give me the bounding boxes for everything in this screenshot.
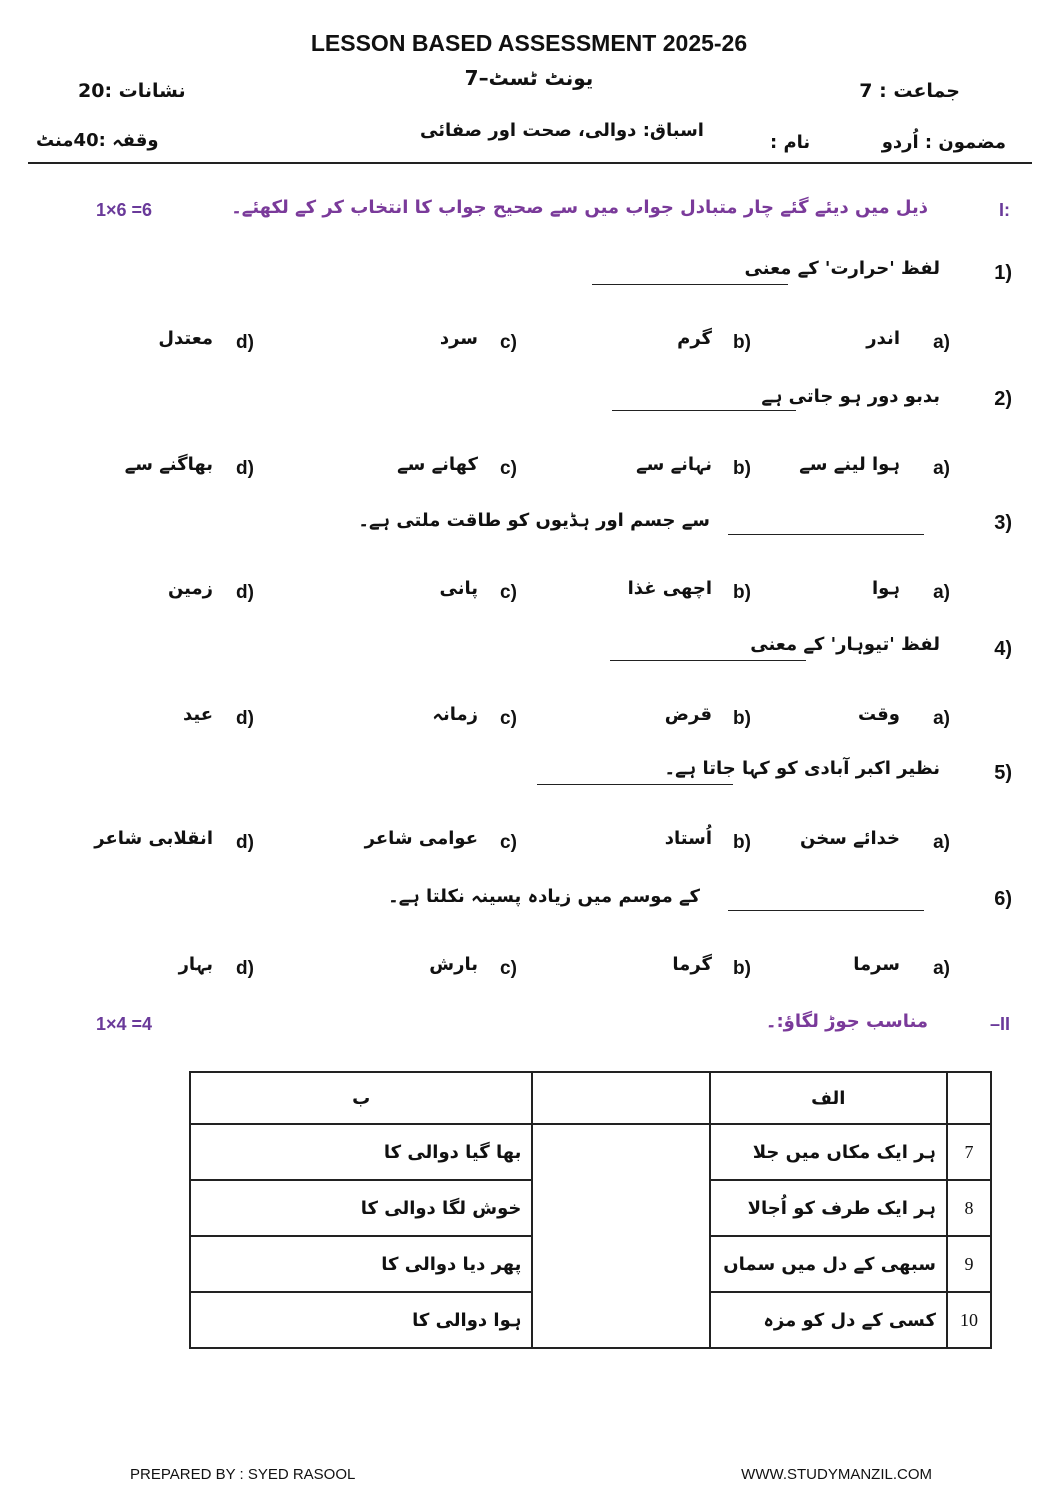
question-5-option-b-letter: b): [733, 832, 751, 853]
question-4-option-b: قرض: [664, 704, 712, 725]
question-1-option-c: سرد: [439, 328, 478, 349]
question-6-blank: [728, 910, 924, 911]
student-name-label: نام :: [770, 132, 811, 153]
question-3-option-b: اچھی غذا: [627, 578, 712, 599]
page-title: LESSON BASED ASSESSMENT 2025-26: [310, 30, 748, 56]
match-b-cell: ہوا دوالی کا: [190, 1292, 532, 1348]
question-1-blank: [592, 284, 788, 285]
question-5-option-c-letter: c): [500, 832, 517, 853]
match-alif-cell: ہر ایک مکاں میں جلا: [710, 1124, 947, 1180]
question-4-option-a-letter: a): [933, 708, 950, 729]
grade-label: جماعت : 7: [859, 80, 960, 102]
question-1-option-a: اندر: [866, 328, 900, 349]
section-1-number: I:: [999, 200, 1010, 220]
question-6-option-b-letter: b): [733, 958, 751, 979]
question-4-number: 4): [994, 638, 1012, 660]
column-header-answer: [532, 1072, 709, 1124]
question-2-text: بدبو دور ہو جاتی ہے: [761, 386, 940, 407]
time-allowed: وقفہ :40منٹ: [36, 130, 159, 151]
question-2-option-d: بھاگنے سے: [124, 454, 213, 475]
row-number: 8: [947, 1180, 991, 1236]
match-table: [189, 1071, 992, 1349]
section-1-instruction: ذیل میں دیئے گئے چار متبادل جواب میں سے صحیح جواب کا انتخاب کر کے لکھئے۔: [231, 197, 928, 218]
question-2-option-c-letter: c): [500, 458, 517, 479]
question-3-option-d: زمین: [167, 578, 213, 599]
header-divider: [28, 162, 1032, 164]
section-2-number: –II: [989, 1014, 1010, 1034]
question-2-blank: [612, 410, 796, 411]
question-2-option-a-letter: a): [933, 458, 950, 479]
question-1-text: لفظ 'حرارت' کے معنی: [744, 258, 940, 279]
footer-prepared-by: PREPARED BY : SYED RASOOL: [130, 1466, 356, 1483]
question-2-option-b: نہانے سے: [636, 454, 712, 475]
question-4-blank: [610, 660, 806, 661]
row-number: 7: [947, 1124, 991, 1180]
question-2-number: 2): [994, 388, 1012, 410]
question-1-option-a-letter: a): [933, 332, 950, 353]
question-5-option-c: عوامی شاعر: [364, 828, 478, 849]
question-3-option-d-letter: d): [236, 582, 254, 603]
question-2-option-c: کھانے سے: [397, 454, 478, 475]
section-2-marks: 1×4 =4: [96, 1014, 153, 1034]
question-6-option-d-letter: d): [236, 958, 254, 979]
column-header-alif: الف: [710, 1072, 947, 1124]
section-2-instruction: مناسب جوڑ لگاؤ:۔: [765, 1011, 928, 1032]
question-5-text: نظیر اکبر آبادی کو کہا جاتا ہے۔: [664, 758, 940, 779]
question-6-option-c-letter: c): [500, 958, 517, 979]
question-6-text: کے موسم میں زیادہ پسینہ نکلتا ہے۔: [388, 886, 700, 907]
match-b-cell: خوش لگا دوالی کا: [190, 1180, 532, 1236]
question-6-option-b: گرما: [672, 954, 712, 975]
question-5-option-a-letter: a): [933, 832, 950, 853]
question-1-option-b: گرم: [677, 328, 712, 349]
question-2-option-b-letter: b): [733, 458, 751, 479]
unit-test-title: یونٹ ٹسٹ–7: [464, 66, 594, 90]
question-5-number: 5): [994, 762, 1012, 784]
question-6-number: 6): [994, 888, 1012, 910]
row-number: 10: [947, 1292, 991, 1348]
subject-label: مضمون : اُردو: [881, 132, 1006, 153]
question-2-option-d-letter: d): [236, 458, 254, 479]
match-b-cell: بھا گیا دوالی کا: [190, 1124, 532, 1180]
column-header-number: [947, 1072, 991, 1124]
question-3-option-c-letter: c): [500, 582, 517, 603]
question-5-option-a: خدائے سخن: [800, 828, 900, 849]
question-4-option-c: زمانہ: [432, 704, 478, 725]
question-4-text: لفظ 'تیوہار' کے معنی: [750, 634, 940, 655]
question-1-number: 1): [994, 262, 1012, 284]
question-3-option-c: پانی: [439, 578, 478, 599]
question-4-option-d-letter: d): [236, 708, 254, 729]
question-4-option-a: وقت: [857, 704, 900, 725]
question-5-option-d: انقلابی شاعر: [94, 828, 213, 849]
question-3-number: 3): [994, 512, 1012, 534]
table-row: [190, 1124, 991, 1180]
match-table-header-row: [190, 1072, 991, 1124]
question-6-option-a-letter: a): [933, 958, 950, 979]
answer-cell[interactable]: [532, 1124, 709, 1348]
question-6-option-d: بہار: [178, 954, 213, 975]
footer-website[interactable]: WWW.STUDYMANZIL.COM: [741, 1466, 932, 1483]
lesson-label: اسباق: دوالی، صحت اور صفائی: [420, 120, 704, 141]
question-5-blank: [537, 784, 733, 785]
match-alif-cell: سبھی کے دل میں سماں: [710, 1236, 947, 1292]
question-5-option-b: اُستاد: [664, 828, 712, 849]
question-3-text: سے جسم اور ہڈیوں کو طاقت ملتی ہے۔: [358, 510, 710, 531]
section-1-marks: 1×6 =6: [96, 200, 153, 220]
question-1-option-d: معتدل: [158, 328, 213, 349]
question-5-option-d-letter: d): [236, 832, 254, 853]
match-b-cell: پھر دیا دوالی کا: [190, 1236, 532, 1292]
column-header-be: ب: [190, 1072, 532, 1124]
total-marks: نشانات :20: [78, 80, 186, 102]
question-3-option-a-letter: a): [933, 582, 950, 603]
match-alif-cell: کسی کے دل کو مزہ: [710, 1292, 947, 1348]
question-4-option-b-letter: b): [733, 708, 751, 729]
question-3-option-a: ہوا: [871, 578, 900, 599]
question-4-option-d: عید: [182, 704, 213, 725]
question-1-option-b-letter: b): [733, 332, 751, 353]
question-2-option-a: ہوا لینے سے: [799, 454, 900, 475]
question-1-option-c-letter: c): [500, 332, 517, 353]
match-alif-cell: ہر ایک طرف کو اُجالا: [710, 1180, 947, 1236]
question-6-option-c: بارش: [429, 954, 478, 975]
row-number: 9: [947, 1236, 991, 1292]
question-4-option-c-letter: c): [500, 708, 517, 729]
question-1-option-d-letter: d): [236, 332, 254, 353]
question-3-blank: [728, 534, 924, 535]
question-3-option-b-letter: b): [733, 582, 751, 603]
question-6-option-a: سرما: [853, 954, 900, 975]
